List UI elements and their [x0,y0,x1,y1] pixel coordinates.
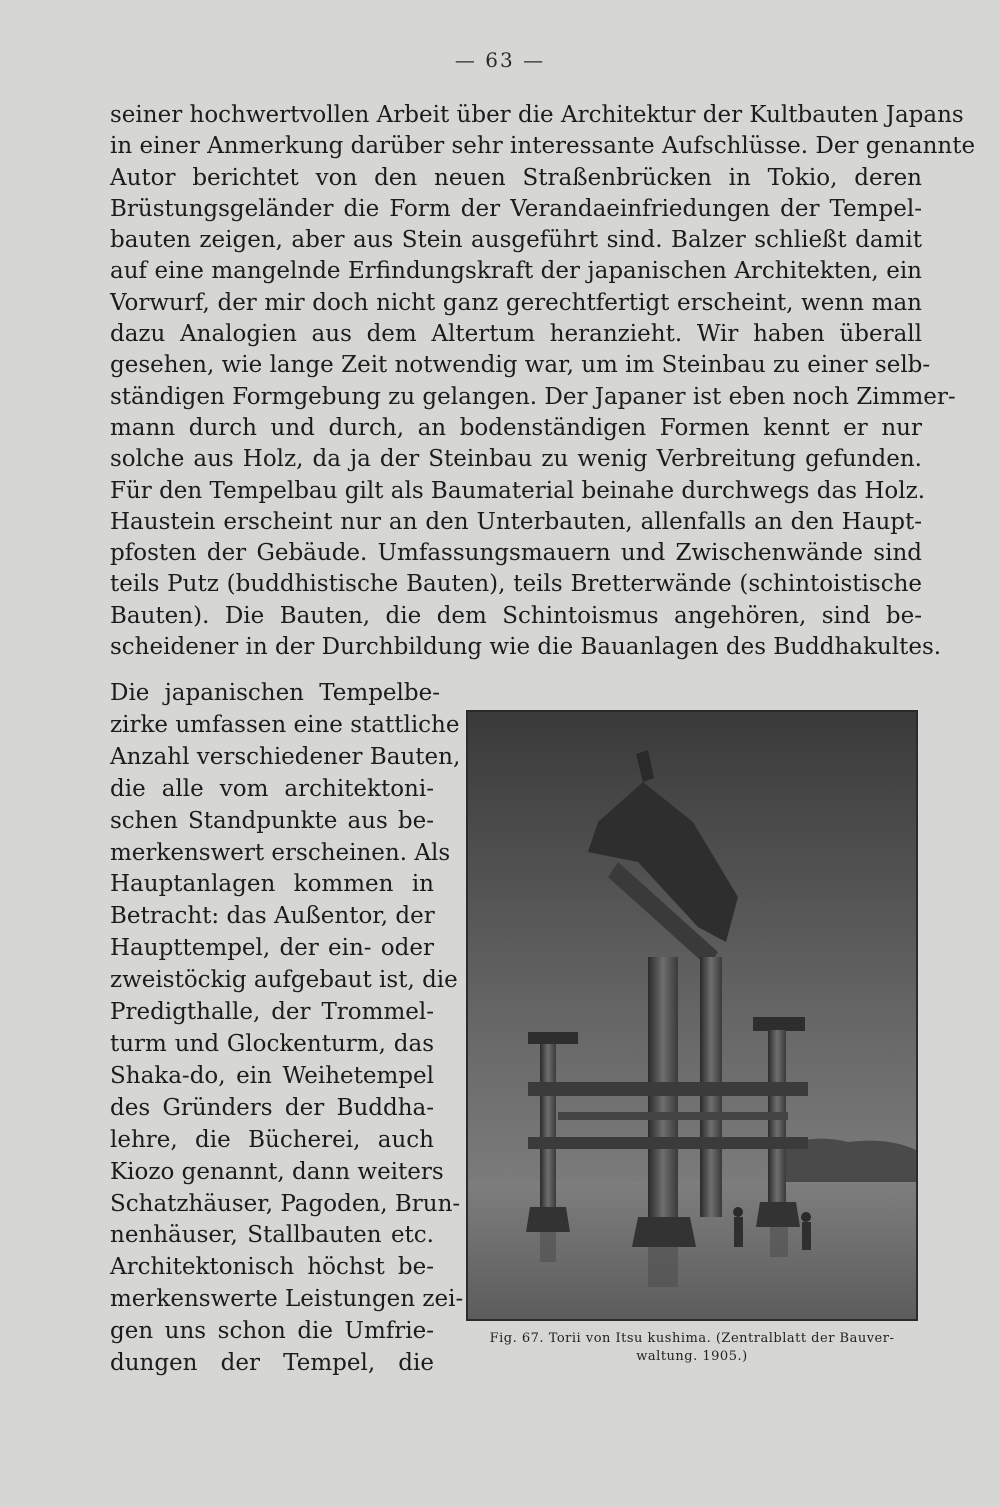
text-line: dungen der Tempel, die [110,1350,434,1377]
text-line: turm und Glockenturm, das [110,1030,434,1057]
text-line: Brüstungsgeländer die Form der Verandaeinfriedungen der Tempel- [110,195,922,222]
text-line: Haustein erscheint nur an den Unterbauten, allenfalls an den Haupt- [110,508,922,535]
text-line: gesehen, wie lange Zeit notwendig war, um im Steinbau zu einer selb- [110,352,931,379]
column-paragraph [110,678,464,1380]
text-line: solche aus Holz, da ja der Steinbau zu wenig Verbreitung gefunden. [110,446,922,473]
text-line: dazu Analogien aus dem Altertum heranzieht. Wir haben überall [110,321,922,348]
text-line: Autor berichtet von den neuen Straßenbrücken in Tokio, deren [110,164,922,191]
text-line: scheidener in der Durchbildung wie die Bauanlagen des Buddhakultes. [110,634,942,661]
caption-line: waltung. 1905.) [636,1349,748,1364]
text-line: Bauten). Die Bauten, die dem Schintoismus angehören, sind be- [110,602,922,629]
text-line: pfosten der Gebäude. Umfassungsmauern und Zwischenwände sind [110,540,922,567]
text-line: Betracht: das Außentor, der [110,903,435,930]
text-line: seiner hochwertvollen Arbeit über die Architektur der Kultbauten Japans [110,102,964,128]
page-number: — 63 — [454,48,546,72]
figure-caption [458,1330,926,1366]
text-line: zweistöckig aufgebaut ist, die [110,967,458,994]
main-paragraph [110,100,976,663]
text-line: teils Putz (buddhistische Bauten), teils Bretterwände (schintoistische [110,571,922,598]
text-line: in einer Anmerkung darüber sehr interessante Aufschlüsse. Der genannte [110,133,976,160]
text-line: Architektonisch höchst be- [110,1254,434,1281]
text-line: auf eine mangelnde Erfindungskraft der japanischen Architekten, ein [110,258,922,285]
text-line: gen uns schon die Umfrie- [110,1318,434,1345]
text-line: Vorwurf, der mir doch nicht ganz gerechtfertigt erscheint, wenn man [110,289,922,316]
text-line: nenhäuser, Stallbauten etc. [110,1222,434,1249]
text-line: ständigen Formgebung zu gelangen. Der Japaner ist eben noch Zimmer- [110,383,956,410]
text-line: Hauptanlagen kommen in [110,871,434,898]
text-line: Haupttempel, der ein- oder [110,935,434,962]
text-line: bauten zeigen, aber aus Stein ausgeführt sind. Balzer schließt damit [110,227,922,254]
text-line: Kiozo genannt, dann weiters [110,1158,444,1185]
text-line: merkenswerte Leistungen zei- [110,1286,464,1313]
text-line: mann durch und durch, an bodenständigen Formen kennt er nur [110,414,922,441]
text-line: zirke umfassen eine stattliche [110,711,460,738]
text-line: Shaka-do, ein Weihetempel [110,1062,434,1089]
caption-line: Fig. 67. Torii von Itsu kushima. (Zentralblatt der Bauver- [489,1331,895,1346]
text-line: Anzahl verschiedener Bauten, [110,743,461,770]
text-line: merkenswert erscheinen. Als [110,839,451,866]
torii-photograph [466,710,918,1321]
text-line: Predigthalle, der Trommel- [110,999,434,1026]
text-line: die alle vom architektoni- [110,775,434,802]
text-line: Für den Tempelbau gilt als Baumaterial beinahe durchwegs das Holz. [110,477,926,504]
text-line: Die japanischen Tempelbe- [110,680,440,706]
text-line: schen Standpunkte aus be- [110,807,434,834]
text-line: Schatzhäuser, Pagoden, Brun- [110,1190,461,1217]
text-line: des Gründers der Buddha- [110,1094,434,1121]
text-line: lehre, die Bücherei, auch [110,1126,434,1153]
